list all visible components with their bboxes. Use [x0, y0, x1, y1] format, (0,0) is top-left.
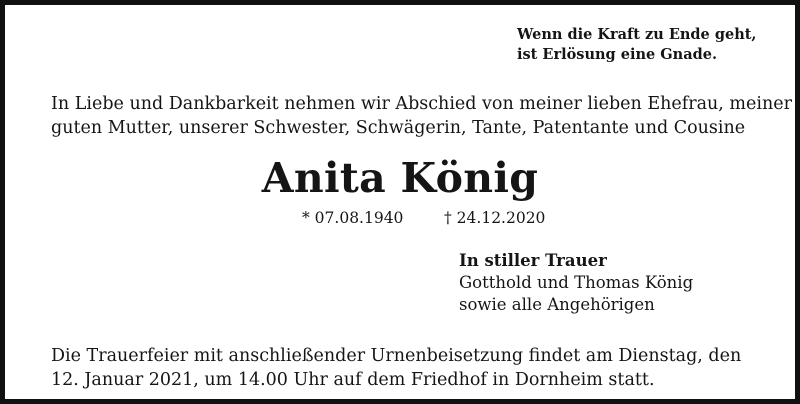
funeral-line-2: 12. Januar 2021, um 14.00 Uhr auf dem Friedhof in Dornheim statt. [51, 370, 655, 390]
death-date: † 24.12.2020 [444, 209, 546, 227]
funeral-details [51, 344, 741, 392]
mourners-lead: In stiller Trauer [459, 251, 607, 270]
life-dates [302, 208, 546, 228]
birth-date: * 07.08.1940 [302, 209, 404, 227]
intro-text [51, 92, 792, 140]
motto-line-1: Wenn die Kraft zu Ende geht, [517, 26, 757, 43]
intro-line-2: guten Mutter, unserer Schwester, Schwägerin, Tante, Patentante und Cousine [51, 118, 746, 138]
deceased-name: Anita König [261, 154, 539, 202]
intro-line-1: In Liebe und Dankbarkeit nehmen wir Abschied von meiner lieben Ehefrau, meiner [51, 94, 792, 114]
motto-line-2: ist Erlösung eine Gnade. [517, 46, 718, 63]
mourners-relatives: sowie alle Angehörigen [459, 295, 655, 314]
motto [517, 25, 756, 65]
mourners [459, 250, 693, 316]
funeral-line-1: Die Trauerfeier mit anschließender Urnenbeisetzung findet am Dienstag, den [51, 346, 742, 366]
mourners-names: Gotthold und Thomas König [459, 273, 694, 292]
